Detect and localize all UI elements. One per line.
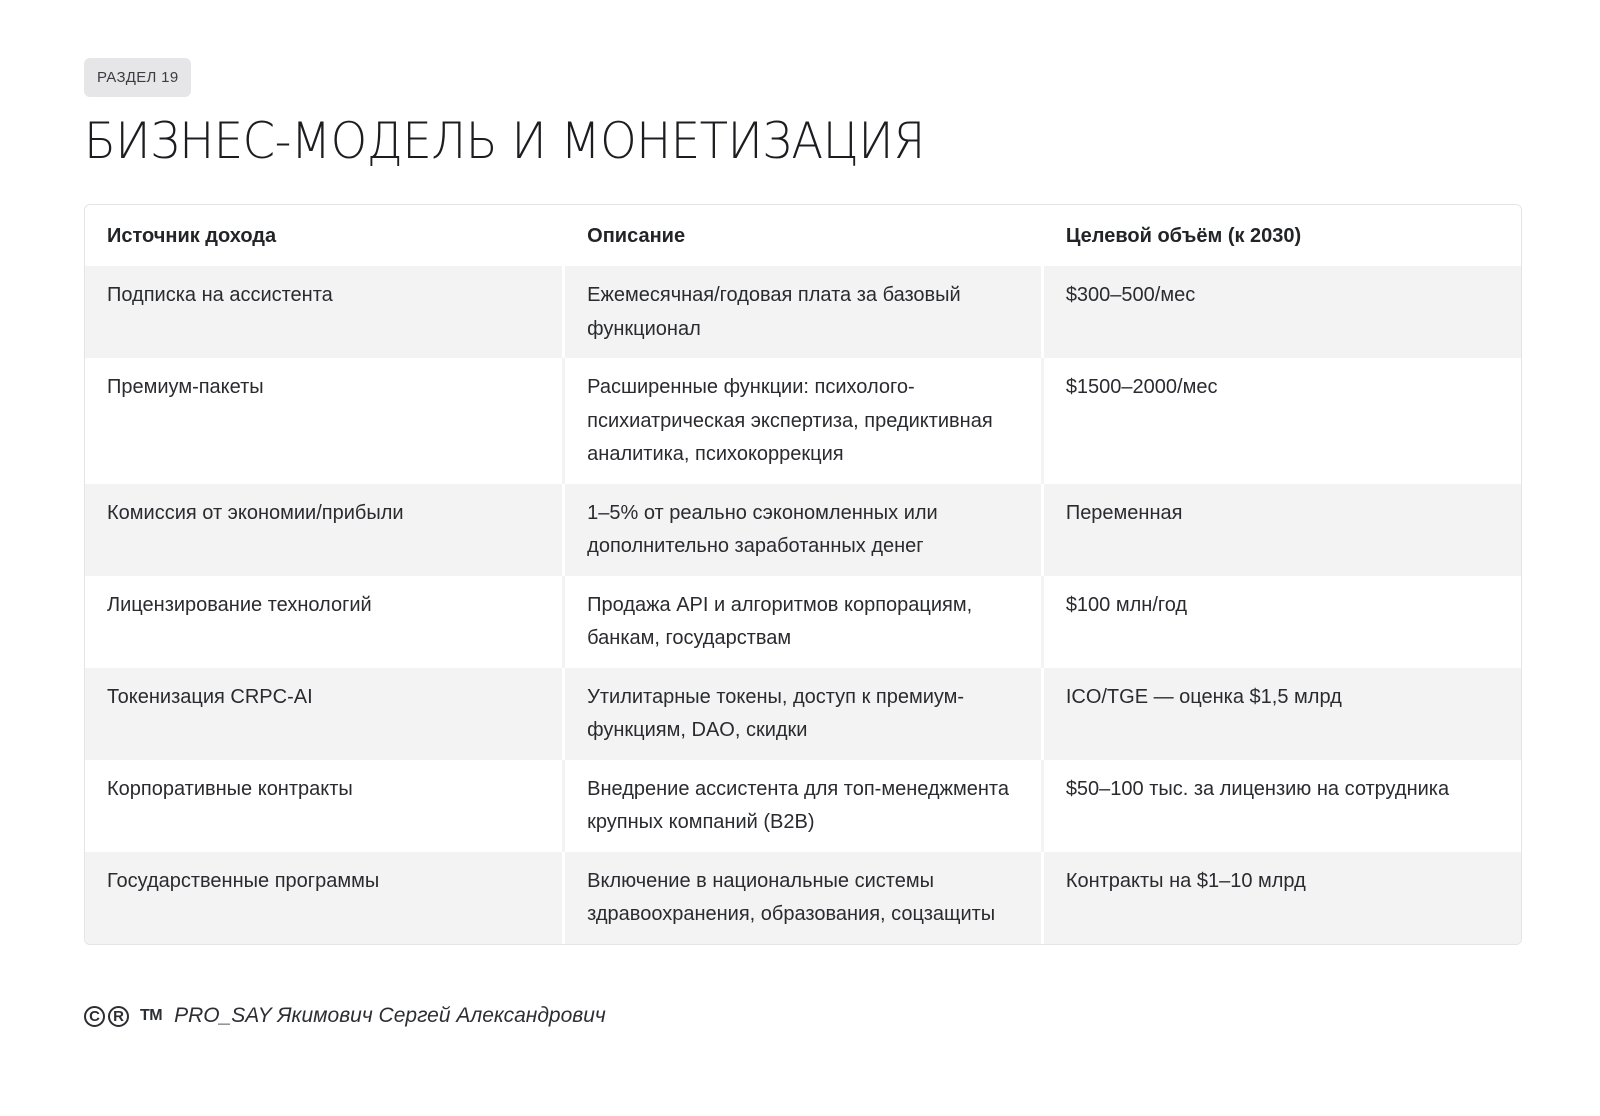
cell-target: $1500–2000/мес bbox=[1042, 358, 1521, 484]
section-badge: РАЗДЕЛ 19 bbox=[84, 58, 191, 97]
cell-source: Премиум-пакеты bbox=[85, 358, 564, 484]
cell-source: Токенизация CRPC-AI bbox=[85, 668, 564, 760]
footer bbox=[84, 1003, 606, 1029]
page bbox=[84, 58, 1520, 925]
cell-description: Утилитарные токены, доступ к премиум-функциям, DAO, скидки bbox=[564, 668, 1043, 760]
header-description: Описание bbox=[564, 205, 1043, 266]
cell-source: Лицензирование технологий bbox=[85, 576, 564, 668]
cell-description: Внедрение ассистента для топ-менеджмента крупных компаний (B2B) bbox=[564, 760, 1043, 852]
table-row bbox=[85, 668, 1521, 760]
footer-marks bbox=[84, 1006, 162, 1027]
table-row bbox=[85, 266, 1521, 358]
cell-source: Корпоративные контракты bbox=[85, 760, 564, 852]
table-row bbox=[85, 358, 1521, 484]
cell-target: $50–100 тыс. за лицензию на сотрудника bbox=[1042, 760, 1521, 852]
cell-source: Комиссия от экономии/прибыли bbox=[85, 484, 564, 576]
cell-description: Расширенные функции: психолого-психиатрическая экспертиза, предиктивная аналитика, психокоррекция bbox=[564, 358, 1043, 484]
copyright-icon: C bbox=[84, 1006, 105, 1027]
page-title: БИЗНЕС-МОДЕЛЬ И МОНЕТИЗАЦИЯ bbox=[84, 112, 925, 170]
cell-description: 1–5% от реально сэкономленных или дополнительно заработанных денег bbox=[564, 484, 1043, 576]
table-header-row bbox=[85, 205, 1521, 266]
cell-source: Государственные программы bbox=[85, 852, 564, 944]
cell-target: $300–500/мес bbox=[1042, 266, 1521, 358]
footer-author: PRO_SAY Якимович Сергей Александрович bbox=[174, 1004, 606, 1027]
table-row bbox=[85, 852, 1521, 944]
trademark-icon: TM bbox=[140, 1007, 163, 1024]
registered-icon: R bbox=[108, 1006, 129, 1027]
cell-target: ICO/TGE — оценка $1,5 млрд bbox=[1042, 668, 1521, 760]
cell-source: Подписка на ассистента bbox=[85, 266, 564, 358]
header-source: Источник дохода bbox=[85, 205, 564, 266]
cell-description: Включение в национальные системы здравоохранения, образования, соцзащиты bbox=[564, 852, 1043, 944]
table-row bbox=[85, 760, 1521, 852]
cell-target: Контракты на $1–10 млрд bbox=[1042, 852, 1521, 944]
monetization-table bbox=[84, 204, 1522, 945]
table-row bbox=[85, 484, 1521, 576]
cell-target: $100 млн/год bbox=[1042, 576, 1521, 668]
cell-description: Ежемесячная/годовая плата за базовый функционал bbox=[564, 266, 1043, 358]
header-target: Целевой объём (к 2030) bbox=[1042, 205, 1521, 266]
cell-description: Продажа API и алгоритмов корпорациям, банкам, государствам bbox=[564, 576, 1043, 668]
cell-target: Переменная bbox=[1042, 484, 1521, 576]
table-row bbox=[85, 576, 1521, 668]
